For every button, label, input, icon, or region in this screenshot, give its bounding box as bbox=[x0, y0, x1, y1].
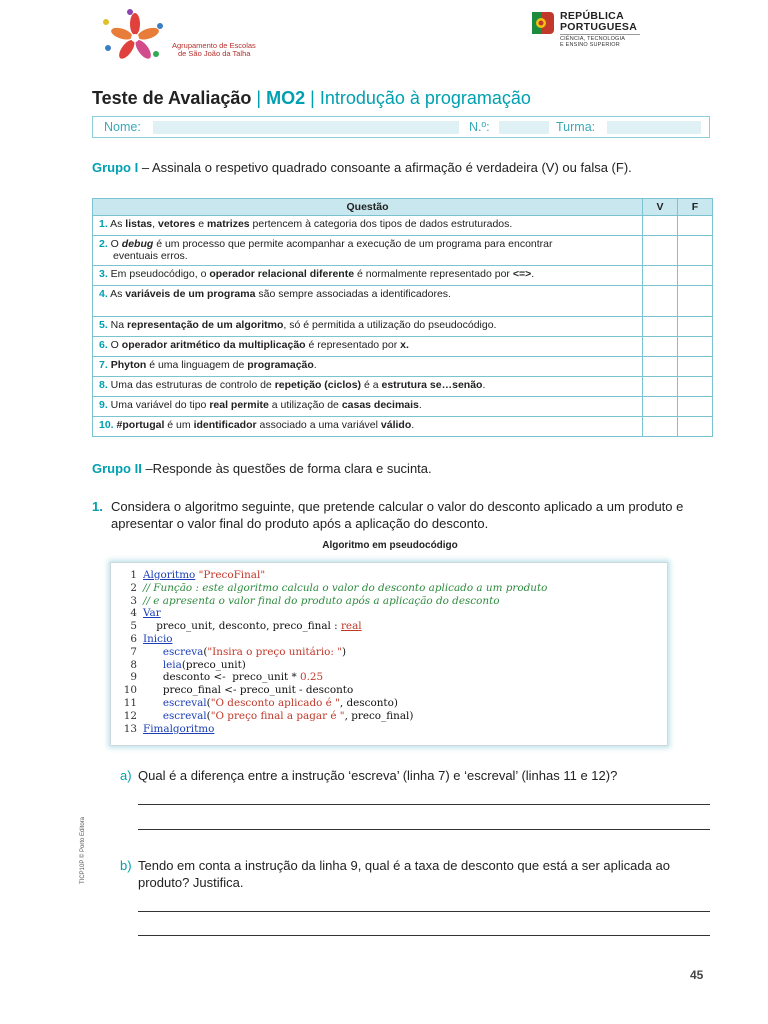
school-name: Agrupamento de Escolas de São João da Talha bbox=[172, 41, 256, 58]
school-logo bbox=[100, 8, 290, 68]
class-field[interactable] bbox=[607, 121, 701, 134]
government-logo bbox=[530, 10, 660, 50]
title-test: Teste de Avaliação bbox=[92, 88, 252, 108]
answer-f-box[interactable] bbox=[678, 397, 713, 417]
subquestion-a bbox=[120, 767, 710, 787]
flower-logo-icon bbox=[100, 8, 170, 68]
table-header-row bbox=[93, 199, 713, 216]
gov-divider bbox=[560, 34, 640, 35]
answer-v-box[interactable] bbox=[643, 317, 678, 337]
group2-header bbox=[92, 461, 432, 476]
question-1-number: 1. bbox=[92, 499, 103, 514]
question-cell: 4. As variáveis de um programa são sempre associadas a identificadores. bbox=[93, 286, 643, 317]
title-sep: | bbox=[251, 88, 267, 108]
number-label: N.º: bbox=[469, 120, 490, 134]
algorithm-caption: Algoritmo em pseudocódigo bbox=[322, 540, 458, 551]
student-info-bar bbox=[92, 116, 710, 138]
question-cell: 7. Phyton é uma linguagem de programação. bbox=[93, 357, 643, 377]
answer-line[interactable] bbox=[138, 911, 710, 912]
answer-f-box[interactable] bbox=[678, 317, 713, 337]
question-cell: 6. O operador aritmético da multiplicação é representado por x. bbox=[93, 337, 643, 357]
subquestion-b-label: b) bbox=[120, 858, 132, 873]
gov-ministry-line2: E ENSINO SUPERIOR bbox=[560, 42, 620, 48]
question-1-text: Considera o algoritmo seguinte, que pretende calcular o valor do desconto aplicado a um produto e apresentar o valor final do produto após a aplicação do desconto. bbox=[111, 499, 684, 531]
portugal-flag-icon bbox=[530, 10, 556, 36]
table-row bbox=[93, 216, 713, 236]
page-title bbox=[92, 88, 531, 109]
table-row bbox=[93, 236, 713, 266]
header-question: Questão bbox=[93, 199, 643, 216]
group2-instruction: –Responde às questões de forma clara e sucinta. bbox=[141, 461, 432, 476]
answer-f-box[interactable] bbox=[678, 286, 713, 317]
question-cell: 5. Na representação de um algoritmo, só é permitida a utilização do pseudocódigo. bbox=[93, 317, 643, 337]
table-row bbox=[93, 377, 713, 397]
gov-name-line1: REPÚBLICA bbox=[560, 10, 624, 22]
question-cell: 9. Uma variável do tipo real permite a utilização de casas decimais. bbox=[93, 397, 643, 417]
group1-label: Grupo I bbox=[92, 160, 139, 175]
group1-instruction: – Assinala o respetivo quadrado consoante a afirmação é verdadeira (V) ou falsa (F). bbox=[138, 160, 632, 175]
group1-header bbox=[92, 160, 632, 175]
header-f: F bbox=[678, 199, 713, 216]
name-label: Nome: bbox=[104, 120, 141, 134]
subquestion-a-label: a) bbox=[120, 768, 132, 783]
question-cell: 10. #portugal é um identificador associado a uma variável válido. bbox=[93, 417, 643, 437]
answer-v-box[interactable] bbox=[643, 417, 678, 437]
answer-v-box[interactable] bbox=[643, 236, 678, 266]
answer-f-box[interactable] bbox=[678, 417, 713, 437]
true-false-table bbox=[92, 198, 713, 437]
question-cell: 3. Em pseudocódigo, o operador relacional diferente é normalmente representado por <=>. bbox=[93, 266, 643, 286]
table-row bbox=[93, 417, 713, 437]
header-v: V bbox=[643, 199, 678, 216]
answer-line[interactable] bbox=[138, 804, 710, 805]
subquestion-a-text: Qual é a diferença entre a instrução ‘escreva’ (linha 7) e ‘escreval’ (linhas 11 e 12)? bbox=[138, 768, 618, 783]
table-row bbox=[93, 337, 713, 357]
answer-v-box[interactable] bbox=[643, 266, 678, 286]
answer-v-box[interactable] bbox=[643, 357, 678, 377]
publisher-note: TICP10P © Porto Editora bbox=[80, 816, 86, 884]
table-row bbox=[93, 357, 713, 377]
table-row bbox=[93, 397, 713, 417]
gov-name-line2: PORTUGUESA bbox=[560, 21, 638, 33]
question-cell: 2. O debug é um processo que permite acompanhar a execução de um programa para encontrar eventuais erros. bbox=[93, 236, 643, 266]
table-row bbox=[93, 317, 713, 337]
answer-f-box[interactable] bbox=[678, 236, 713, 266]
number-field[interactable] bbox=[499, 121, 549, 134]
pseudocode-box bbox=[110, 562, 668, 746]
answer-f-box[interactable] bbox=[678, 357, 713, 377]
table-row bbox=[93, 286, 713, 317]
class-label: Turma: bbox=[556, 120, 596, 134]
title-subject: Introdução à programação bbox=[319, 88, 531, 108]
answer-v-box[interactable] bbox=[643, 216, 678, 236]
title-module: MO2 bbox=[266, 88, 306, 108]
answer-f-box[interactable] bbox=[678, 266, 713, 286]
title-sep: | bbox=[305, 88, 320, 108]
answer-line[interactable] bbox=[138, 829, 710, 830]
answer-v-box[interactable] bbox=[643, 337, 678, 357]
name-field[interactable] bbox=[153, 121, 459, 134]
answer-line[interactable] bbox=[138, 935, 710, 936]
page-number: 45 bbox=[690, 968, 704, 982]
answer-v-box[interactable] bbox=[643, 397, 678, 417]
subquestion-b bbox=[120, 857, 710, 893]
table-row bbox=[93, 266, 713, 286]
question-cell: 1. As listas, vetores e matrizes pertencem à categoria dos tipos de dados estruturados. bbox=[93, 216, 643, 236]
answer-f-box[interactable] bbox=[678, 377, 713, 397]
answer-v-box[interactable] bbox=[643, 286, 678, 317]
gov-ministry-line1: CIÊNCIA, TECNOLOGIA bbox=[560, 36, 626, 42]
answer-f-box[interactable] bbox=[678, 216, 713, 236]
pseudocode-listing: 1 Algoritmo "PrecoFinal" 2 // Função : este algoritmo calcula o valor do desconto aplicado a um produto 3 // e apresenta o valor final do produto após a aplicação do desconto 4 Var 5 preco_unit, desconto, preco_final : real 6 Inicio 7 escreva("Insira o preço unitário: ") 8 leia(preco_unit) 9 desconto <- preco_unit * 0.25 10 preco_final <- preco_unit - desconto 11 escreval("O desconto aplicado é ", desconto) 12 escreval("O preço final a pagar é ", preco_final) 13 Fimalgoritmo bbox=[123, 569, 548, 735]
question-cell: 8. Uma das estruturas de controlo de repetição (ciclos) é a estrutura se…senão. bbox=[93, 377, 643, 397]
answer-v-box[interactable] bbox=[643, 377, 678, 397]
group2-label: Grupo II bbox=[92, 461, 142, 476]
subquestion-b-text: Tendo em conta a instrução da linha 9, qual é a taxa de desconto que está a ser aplicada ao produto? Justifica. bbox=[138, 858, 670, 890]
answer-f-box[interactable] bbox=[678, 337, 713, 357]
